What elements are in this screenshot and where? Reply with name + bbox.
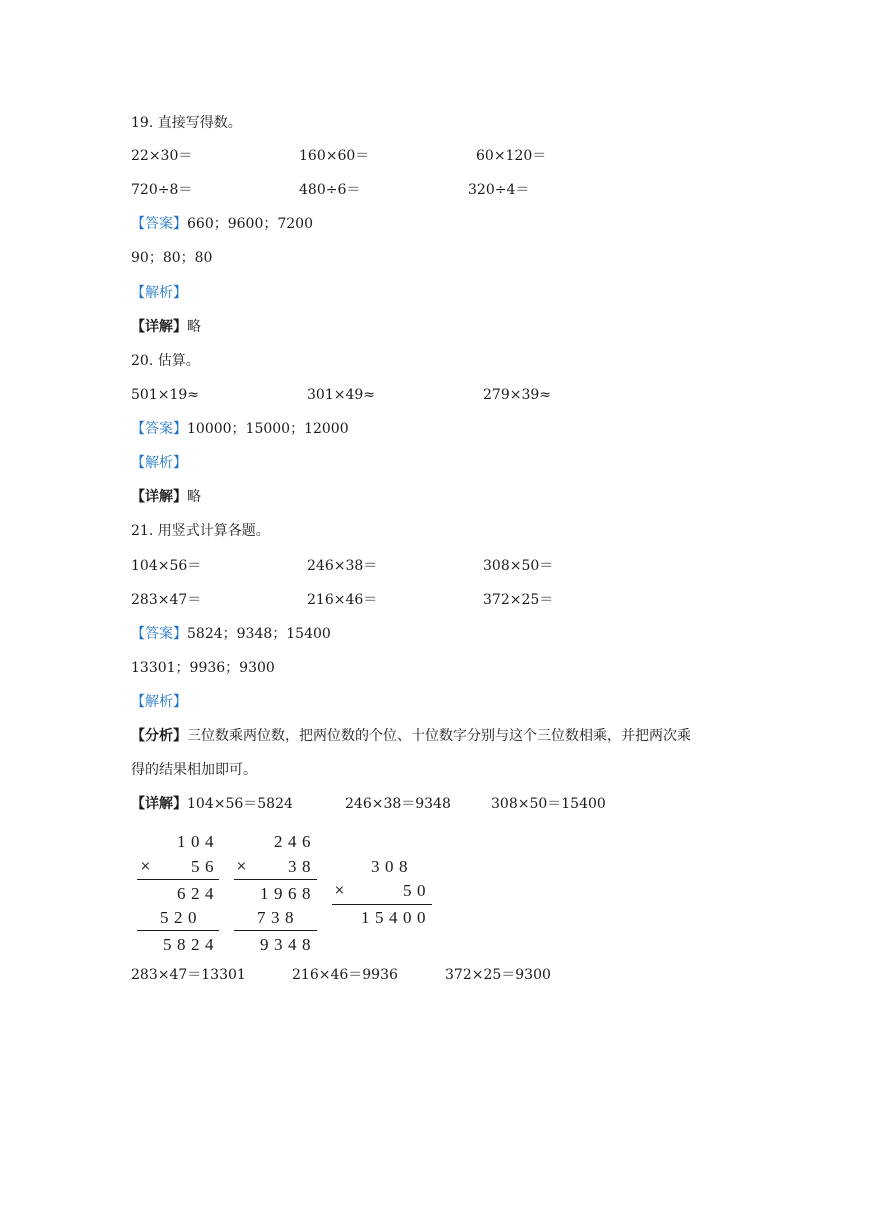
vertical-result: 5824 bbox=[163, 935, 219, 954]
q21-expr: 372×25＝ bbox=[483, 592, 554, 608]
detail-result: 104×56＝5824 bbox=[187, 796, 293, 812]
analysis-label: 【分析】 bbox=[131, 728, 187, 744]
vertical-partial: 1968 bbox=[260, 884, 316, 903]
q19-detail bbox=[131, 317, 201, 337]
vertical-partial: 624 bbox=[177, 884, 219, 903]
vertical-top-number: 246 bbox=[274, 832, 316, 851]
vertical-result: 9348 bbox=[260, 935, 316, 954]
q20-answer bbox=[131, 419, 349, 439]
vertical-rule bbox=[234, 879, 317, 880]
vertical-multiplier: 38 bbox=[288, 857, 316, 876]
detail-text: 略 bbox=[187, 319, 201, 335]
q19-answer bbox=[131, 214, 313, 234]
answer-tag: 【答案】 bbox=[131, 216, 187, 232]
q20-analysis-tag: 【解析】 bbox=[131, 455, 187, 471]
vertical-top-number: 308 bbox=[371, 857, 413, 876]
q20-expr: 501×19≈ bbox=[131, 387, 199, 403]
vertical-top-number: 104 bbox=[177, 832, 219, 851]
q19-expr: 480÷6＝ bbox=[299, 182, 361, 198]
vertical-rule bbox=[137, 879, 219, 880]
q21-expr: 246×38＝ bbox=[307, 558, 378, 574]
q20-detail bbox=[131, 487, 201, 507]
q21-expr: 283×47＝ bbox=[131, 592, 202, 608]
q20-expr: 301×49≈ bbox=[307, 387, 375, 403]
analysis-text: 三位数乘两位数，把两位数的个位、十位数字分别与这个三位数相乘，并把两次乘 bbox=[187, 728, 691, 744]
answer-tag: 【答案】 bbox=[131, 626, 187, 642]
q21-detail bbox=[131, 794, 293, 814]
detail-tag: 【详解】 bbox=[131, 489, 187, 505]
vertical-rule bbox=[332, 904, 432, 905]
q21-expr: 216×46＝ bbox=[307, 592, 378, 608]
detail-result: 308×50＝15400 bbox=[491, 796, 606, 812]
vertical-partial: 738 bbox=[257, 908, 299, 927]
detail-tag: 【详解】 bbox=[131, 796, 187, 812]
vertical-multiplier: 50 bbox=[403, 881, 431, 900]
q21-expr: 104×56＝ bbox=[131, 558, 202, 574]
q19-expr: 22×30＝ bbox=[131, 148, 193, 164]
q20-expr: 279×39≈ bbox=[483, 387, 551, 403]
q19-analysis-tag: 【解析】 bbox=[131, 285, 187, 301]
q19-expr: 60×120＝ bbox=[476, 148, 547, 164]
q19-expr: 320÷4＝ bbox=[468, 182, 530, 198]
vertical-multiplier: 56 bbox=[191, 857, 219, 876]
q21-analysis-cont: 得的结果相加即可。 bbox=[131, 762, 257, 778]
detail-text: 略 bbox=[187, 489, 201, 505]
vertical-result: 15400 bbox=[361, 908, 431, 927]
vertical-rule bbox=[137, 930, 219, 931]
vertical-partial: 520 bbox=[160, 908, 202, 927]
q19-answer-line2: 90；80；80 bbox=[131, 250, 213, 266]
answer-text: 5824；9348；15400 bbox=[187, 626, 331, 642]
detail-result: 216×46＝9936 bbox=[292, 967, 398, 983]
q20-title: 20. 估算。 bbox=[131, 353, 200, 369]
answer-text: 660；9600；7200 bbox=[187, 216, 313, 232]
answer-tag: 【答案】 bbox=[131, 421, 187, 437]
q21-expr: 308×50＝ bbox=[483, 558, 554, 574]
detail-result: 283×47＝13301 bbox=[131, 967, 246, 983]
q19-expr: 720÷8＝ bbox=[131, 182, 193, 198]
q21-analysis bbox=[131, 726, 691, 746]
detail-result: 372×25＝9300 bbox=[445, 967, 551, 983]
q21-answer-line2: 13301；9936；9300 bbox=[131, 660, 275, 676]
times-sign: × bbox=[140, 859, 151, 874]
times-sign: × bbox=[334, 883, 345, 898]
q21-title: 21. 用竖式计算各题。 bbox=[131, 523, 270, 539]
detail-tag: 【详解】 bbox=[131, 319, 187, 335]
detail-result: 246×38＝9348 bbox=[345, 796, 451, 812]
q21-analysis-tag: 【解析】 bbox=[131, 694, 187, 710]
times-sign: × bbox=[236, 859, 247, 874]
q19-expr: 160×60＝ bbox=[299, 148, 370, 164]
vertical-rule bbox=[234, 930, 317, 931]
q21-answer bbox=[131, 624, 331, 644]
answer-text: 10000；15000；12000 bbox=[187, 421, 349, 437]
q19-title: 19. 直接写得数。 bbox=[131, 115, 242, 131]
